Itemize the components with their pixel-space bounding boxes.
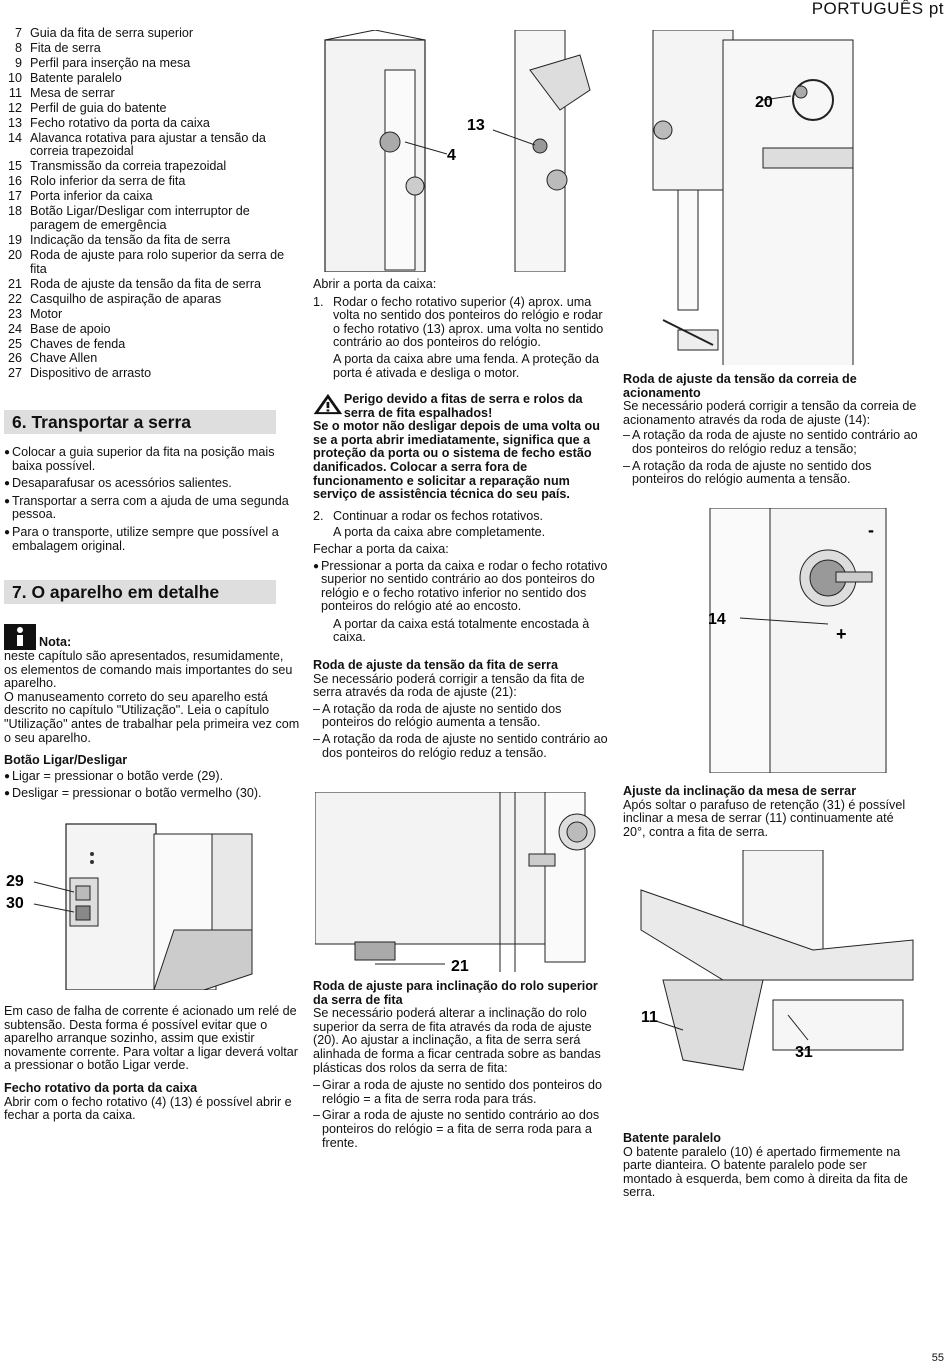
onoff-item: ● Desligar = pressionar o botão vermelho (30). (4, 786, 262, 801)
legend-number: 27 (7, 366, 22, 381)
transport-bullet: ● Colocar a guia superior da fita na posição mais baixa possível. (4, 445, 275, 473)
legend-text: Perfil para inserção na mesa (30, 55, 191, 70)
note-icon (4, 624, 36, 650)
label-11: 11 (641, 1009, 658, 1026)
tilt-heading: Roda de ajuste para inclinação do rolo superior da serra de fita (313, 979, 598, 1007)
legend-number: 18 (7, 204, 22, 219)
figure-table-tilt (623, 850, 923, 1125)
legend-text: Motor (30, 306, 63, 321)
undervoltage-text: Em caso de falha de corrente é acionado um relé de subtensão. Desta forma é possível evitar que o aparelho arranque sozinho, assim que existir novamente corrente. Para voltar a ligar deverá voltar a pressionar o botão Ligar verde. (4, 1004, 299, 1073)
legend-text: Perfil de guia do batente (30, 100, 167, 115)
legend-item (4, 117, 300, 131)
legend-text: Chaves de fenda (30, 336, 126, 351)
legend-text: Dispositivo de arrasto (30, 366, 152, 381)
legend-number: 21 (7, 276, 22, 291)
legend-item (4, 72, 300, 86)
step-1: 1. Rodar o fecho rotativo superior (4) aprox. uma volta no sentido dos ponteiros do relógio e rodar o fecho rotativo (13) aprox. uma volta no sentido contrário ao dos ponteiros do relógio. (313, 294, 604, 350)
tilt-text: Se necessário poderá alterar a inclinação do rolo superior da serra de fita através da roda de ajuste (20). Ao ajustar a inclinação, a fita de serra será alinhada de forma a ficar centrada sobre as bandas plásticas dos rolos da serra de fita: (313, 1006, 601, 1075)
legend-text: Indicação da tensão da fita de serra (30, 233, 231, 247)
legend-number: 26 (7, 351, 22, 366)
belt-item: – A rotação da roda de ajuste no sentido dos ponteiros do relógio aumenta a tensão. (623, 458, 872, 487)
legend-item (4, 308, 300, 322)
label-4: 4 (447, 147, 456, 164)
legend-number: 7 (14, 26, 22, 40)
language-header: PORTUGUÊS pt (811, 0, 944, 18)
legend-item (4, 367, 300, 381)
section-6 (4, 410, 300, 557)
legend-item (4, 175, 300, 189)
belt-text: Se necessário poderá corrigir a tensão da correia de acionamento através da roda de ajuste (14): (623, 399, 917, 427)
danger-title: Perigo devido a fitas de serra e rolos da serra de fita espalhados! (343, 391, 583, 420)
legend-text: Alavanca rotativa para ajustar a tensão da correia trapezoidal (30, 130, 266, 159)
doorlock-text: Abrir com o fecho rotativo (4) (13) é possível abrir e fechar a porta da caixa. (4, 1094, 292, 1123)
legend-item (4, 190, 300, 204)
label-31: 31 (795, 1044, 813, 1061)
tilt-block (313, 980, 609, 1153)
fence-text: O batente paralelo (10) é apertado firmemente na parte dianteira. O batente paralelo pode ser montado à esquerda, bem como à direita da fita de serra. (623, 1144, 908, 1200)
undervoltage-block (4, 1005, 300, 1123)
section-6-title: 6. Transportar a serra (4, 410, 276, 434)
fence-heading: Batente paralelo (623, 1131, 721, 1145)
note-text-1: neste capítulo são apresentados, resumidamente, os elementos de comando mais importantes do seu aparelho. (4, 649, 293, 691)
parts-legend (4, 27, 300, 381)
close-intro: Fechar a porta da caixa: (313, 541, 449, 556)
onoff-item: ● Ligar = pressionar o botão verde (29). (4, 768, 224, 783)
table-tilt-text: Após soltar o parafuso de retenção (31) é possível inclinar a mesa de serrar (11) continuamente até 20°, contra a fita de serra. (623, 797, 906, 839)
legend-item (4, 249, 300, 276)
label-29: 29 (6, 873, 24, 890)
page-number: 55 (931, 1352, 944, 1365)
transport-bullets (4, 446, 300, 553)
label-21: 21 (451, 958, 469, 972)
close-bullet: ● Pressionar a porta da caixa e rodar o fecho rotativo superior no sentido contrário ao dos ponteiros do relógio e o fecho rotativo inferior no sentido dos ponteiros do relógio até ao encosto. (313, 558, 608, 614)
legend-text: Mesa de serrar (30, 85, 115, 100)
legend-item (4, 57, 300, 71)
legend-item (4, 132, 300, 159)
onoff-heading: Botão Ligar/Desligar (4, 753, 128, 768)
legend-item (4, 42, 300, 56)
note-label: Nota: (39, 635, 72, 650)
legend-number: 24 (7, 321, 22, 336)
legend-number: 17 (7, 189, 22, 204)
label-30: 30 (6, 895, 24, 912)
column-middle (313, 278, 609, 763)
legend-text: Rolo inferior da serra de fita (30, 174, 186, 189)
tilt-item: – Girar a roda de ajuste no sentido contrário ao dos ponteiros do relógio = a fita de serra roda para a frente. (313, 1108, 600, 1150)
belt-item: – A rotação da roda de ajuste no sentido contrário ao dos ponteiros do relógio reduz a tensão; (623, 428, 918, 456)
step-2: 2. Continuar a rodar os fechos rotativos. (313, 508, 544, 523)
transport-bullet: ● Para o transporte, utilize sempre que possível a embalagem original. (4, 524, 279, 553)
warning-icon (313, 388, 343, 420)
legend-item (4, 205, 300, 232)
legend-number: 14 (7, 130, 22, 145)
legend-item (4, 87, 300, 101)
table-tilt-block (623, 785, 919, 839)
legend-item (4, 102, 300, 116)
legend-text: Fita de serra (30, 40, 101, 55)
step-1-result: A porta da caixa abre uma fenda. A proteção da porta é ativada e desliga o motor. (333, 351, 600, 380)
legend-text: Botão Ligar/Desligar com interruptor de paragem de emergência (30, 204, 250, 233)
legend-text: Fecho rotativo da porta da caixa (30, 115, 210, 130)
section-7-title: 7. O aparelho em detalhe (4, 580, 276, 604)
legend-number: 23 (7, 306, 22, 321)
legend-number: 19 (7, 233, 22, 247)
legend-text: Batente paralelo (30, 70, 122, 85)
tension-item: – A rotação da roda de ajuste no sentido contrário ao dos ponteiros do relógio reduz a tensão. (313, 732, 608, 760)
legend-item (4, 293, 300, 307)
figure-onoff-switch (4, 820, 294, 990)
figure-tension-wheel (315, 792, 615, 972)
table-tilt-heading: Ajuste da inclinação da mesa de serrar (623, 784, 857, 798)
legend-number: 16 (7, 174, 22, 189)
legend-text: Casquilho de aspiração de aparas (30, 291, 222, 306)
legend-text: Base de apoio (30, 321, 111, 336)
tension-heading: Roda de ajuste da tensão da fita de serra (313, 658, 558, 673)
column-left (4, 27, 300, 382)
legend-number: 12 (7, 100, 22, 115)
label-14: 14 (708, 611, 726, 628)
fence-block (623, 1132, 919, 1200)
note-text-2: O manuseamento correto do seu aparelho está descrito no capítulo "Utilização". Leia o capítulo "Utilização" antes de trabalhar pela primeira vez com o seu aparelho. (4, 689, 300, 745)
legend-text: Chave Allen (30, 351, 98, 366)
legend-item (4, 352, 300, 366)
legend-number: 10 (7, 70, 22, 85)
tension-item: – A rotação da roda de ajuste no sentido dos ponteiros do relógio aumenta a tensão. (313, 701, 562, 730)
legend-number: 13 (7, 115, 22, 130)
step-2-result: A porta da caixa abre completamente. (333, 525, 546, 540)
label-13: 13 (467, 117, 485, 134)
legend-text: Roda de ajuste para rolo superior da serra de fita (30, 247, 285, 276)
legend-number: 8 (14, 40, 22, 55)
legend-text: Guia da fita de serra superior (30, 26, 194, 40)
legend-number: 15 (7, 159, 22, 174)
label-20: 20 (755, 94, 773, 111)
legend-text: Porta inferior da caixa (30, 189, 153, 204)
legend-number: 9 (14, 55, 22, 70)
doorlock-heading: Fecho rotativo da porta da caixa (4, 1080, 198, 1095)
section-7 (4, 580, 300, 805)
figure-tilt-wheel (623, 30, 858, 365)
legend-number: 22 (7, 291, 22, 306)
tilt-item: – Girar a roda de ajuste no sentido dos ponteiros do relógio = a fita de serra roda para trás. (313, 1078, 603, 1106)
label-minus: - (868, 520, 874, 540)
legend-text: Transmissão da correia trapezoidal (30, 159, 227, 174)
legend-number: 20 (7, 247, 22, 262)
open-intro: Abrir a porta da caixa: (313, 277, 437, 291)
danger-text: Se o motor não desligar depois de uma volta ou se a porta abrir imediatamente, significa que a proteção da porta ou o sistema de fecho estão danificados. Colocar a serra fora de funcionamento e solicitar a reparação num serviço de assistência técnica do seu país. (313, 419, 600, 502)
tension-text: Se necessário poderá corrigir a tensão da fita de serra através da roda de ajuste (21): (313, 671, 585, 700)
legend-item (4, 278, 300, 292)
label-plus: + (836, 624, 847, 644)
transport-bullet: ● Transportar a serra com a ajuda de uma segunda pessoa. (4, 493, 289, 522)
figure-door-locks (315, 30, 615, 272)
figure-belt-wheel (700, 508, 900, 773)
belt-block (623, 373, 919, 490)
transport-bullet: ● Desaparafusar os acessórios salientes. (4, 476, 232, 491)
legend-number: 11 (8, 85, 22, 100)
legend-number: 25 (7, 336, 22, 351)
legend-text: Roda de ajuste da tensão da fita de serra (30, 276, 262, 291)
close-result: A portar da caixa está totalmente encostada à caixa. (333, 616, 590, 645)
legend-item (4, 323, 300, 337)
legend-item (4, 27, 300, 41)
belt-heading: Roda de ajuste da tensão da correia de acionamento (623, 372, 857, 400)
legend-item (4, 160, 300, 174)
legend-item (4, 234, 300, 248)
legend-item (4, 338, 300, 352)
